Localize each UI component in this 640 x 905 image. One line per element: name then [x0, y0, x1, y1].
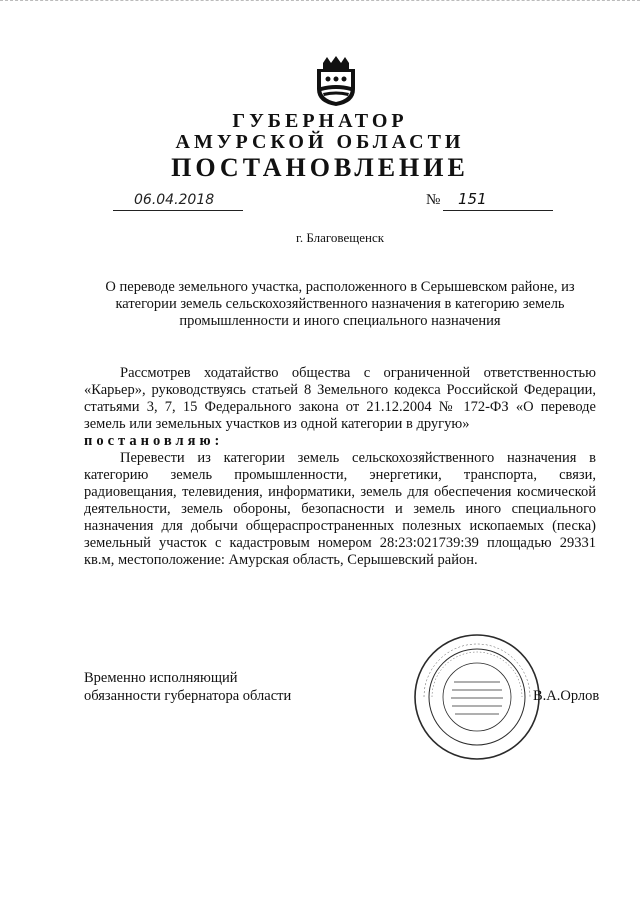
- number-underline: [443, 210, 553, 211]
- date-underline: [113, 210, 243, 211]
- coat-of-arms-icon: [313, 55, 359, 107]
- resolution-paragraph: Перевести из категории земель сельскохозяйственного назначения в категорию земель промышленности, энергетики, транспорта, связи, радиовещания, телевидения, информатики, земель для обеспечения космической деятельности, земель обороны, безопасности и земель иного специального назначения для добычи общераспространенных полезных ископаемых (песка) земельный участок с кадастровым номером 28:23:021739:39 площадью 29331 кв.м, местоположение: Амурская область, Серышевский район.: [84, 450, 596, 568]
- signatory-position-line1: Временно исполняющий: [84, 670, 238, 686]
- preamble-paragraph: Рассмотрев ходатайство общества с ограниченной ответственностью «Карьер», руководствуясь статьей 8 Земельного кодекса Российской Федерации, статьями 3, 7, 15 Федерального закона от 21.12.2004 № 172-ФЗ «О переводе земель или земельных участков из одной категории в другую»: [84, 365, 596, 432]
- document-type: ПОСТАНОВЛЕНИЕ: [171, 153, 469, 182]
- signatory-name: В.А.Орлов: [533, 688, 600, 704]
- document-title: О переводе земельного участка, расположенного в Серышевском районе, из категории земель сельскохозяйственного назначения в категорию земель промышленности и иного специального назначения: [105, 279, 575, 329]
- signatory-position-line2: обязанности губернатора области: [84, 688, 292, 704]
- header-governor: ГУБЕРНАТОР: [232, 110, 408, 132]
- scan-edge: [0, 0, 640, 1]
- header-region: АМУРСКОЙ ОБЛАСТИ: [175, 131, 465, 153]
- document-number: 151: [458, 190, 487, 208]
- decree-word: постановляю:: [84, 433, 224, 449]
- official-stamp-icon: [412, 632, 542, 762]
- city: г. Благовещенск: [295, 230, 385, 245]
- document-date: 06.04.2018: [134, 192, 215, 208]
- number-sign: №: [426, 192, 441, 208]
